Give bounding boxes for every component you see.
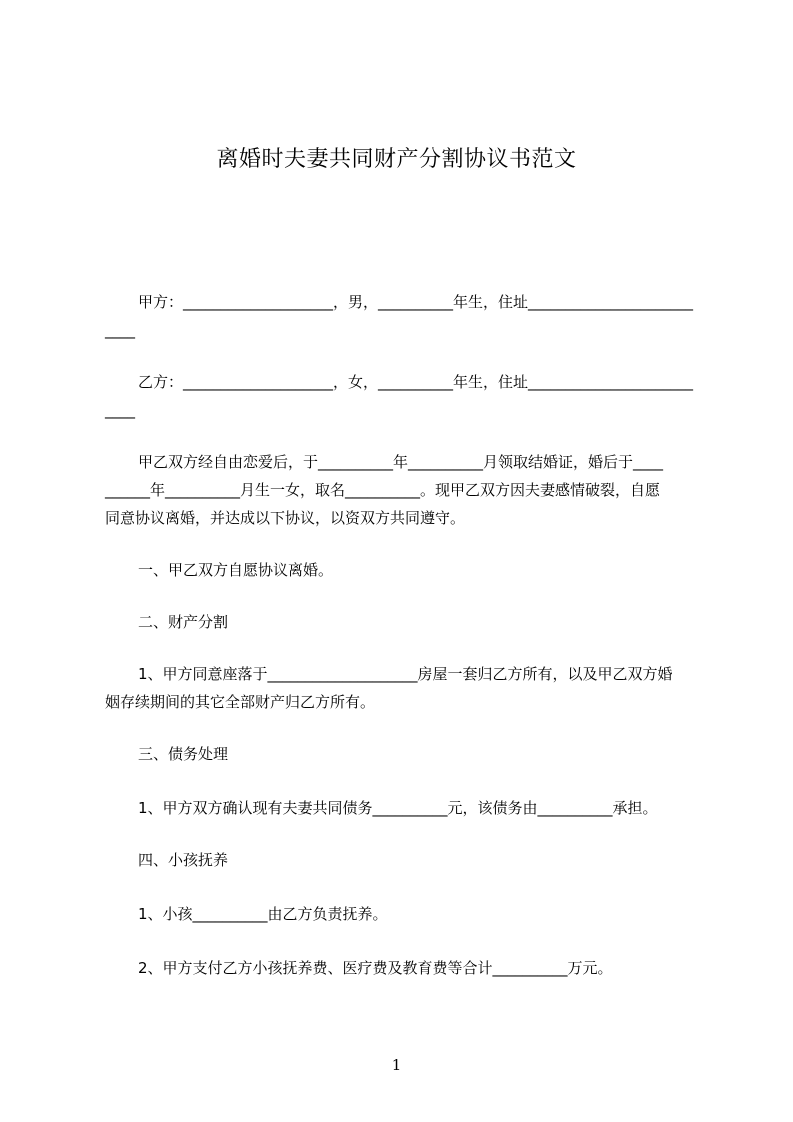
intro-paragraph-line: 同意协议离婚，并达成以下协议，以资双方共同遵守。 [105, 509, 466, 527]
property-clause-line: 姻存续期间的其它全部财产归乙方所有。 [105, 693, 376, 711]
page-number: 1 [391, 1056, 402, 1074]
intro-paragraph-line: ______年__________月生一女，取名__________。现甲乙双方因夫妻感情破裂，自愿 [105, 481, 661, 499]
section-heading-property: 二、财产分割 [138, 613, 229, 631]
party-a-line: 甲方：____________________，男，__________年生，住址______________________ [138, 293, 694, 311]
party-a-line-continued: ____ [105, 321, 135, 339]
child-support-clause: 2、甲方支付乙方小孩抚养费、医疗费及教育费等合计__________万元。 [138, 959, 613, 977]
intro-paragraph-line: 甲乙双方经自由恋爱后，于__________年__________月领取结婚证，婚后于____ [138, 453, 664, 471]
party-b-line-continued: ____ [105, 401, 135, 419]
section-heading-divorce: 一、甲乙双方自愿协议离婚。 [138, 561, 334, 579]
party-b-line: 乙方：____________________，女，__________年生，住址______________________ [138, 373, 694, 391]
document-title: 离婚时夫妻共同财产分割协议书范文 [216, 147, 577, 172]
debt-clause: 1、甲方双方确认现有夫妻共同债务__________元，该债务由__________承担。 [138, 799, 658, 817]
section-heading-debt: 三、债务处理 [138, 745, 229, 763]
property-clause-line: 1、甲方同意座落于____________________房屋一套归乙方所有，以及甲乙双方婚 [138, 665, 673, 683]
section-heading-child: 四、小孩抚养 [138, 851, 229, 869]
child-custody-clause: 1、小孩__________由乙方负责抚养。 [138, 905, 388, 923]
